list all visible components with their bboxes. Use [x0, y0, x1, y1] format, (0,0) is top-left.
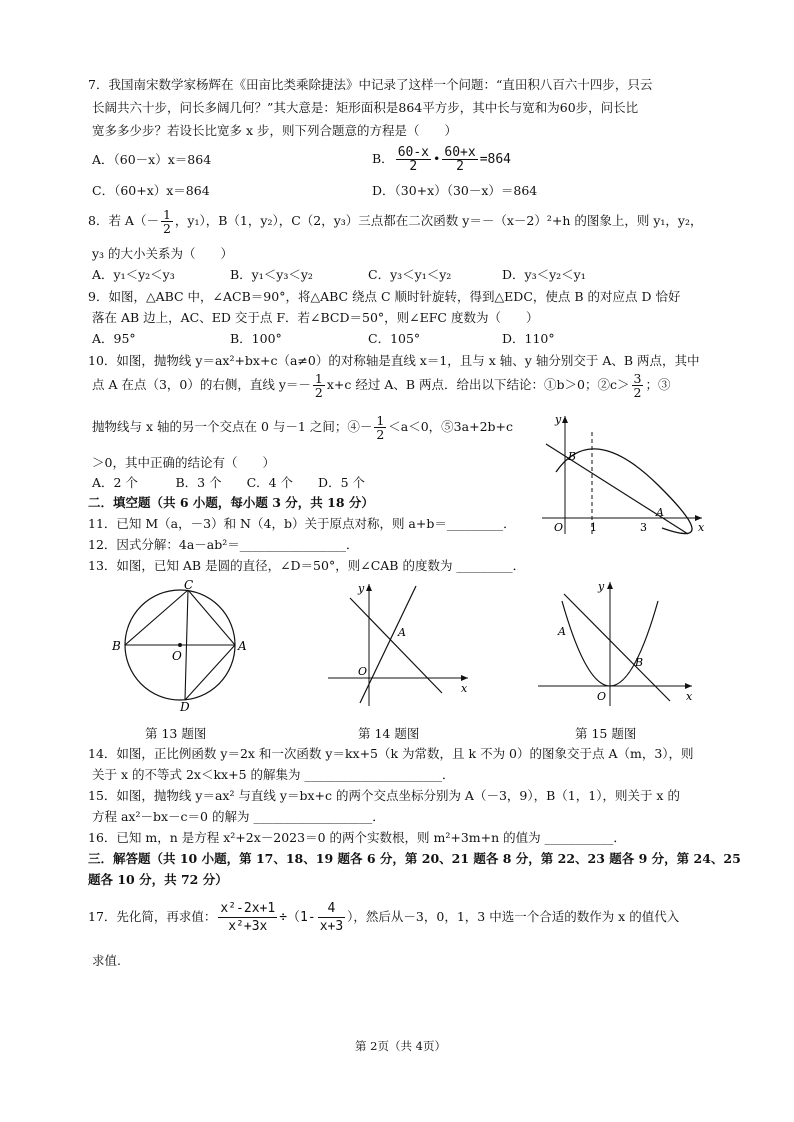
- q10-fig-a: A: [656, 506, 664, 519]
- q15-line1: 15．如图，抛物线 y＝ax² 与直线 y＝bx+c 的两个交点坐标分别为 A（－3，9），B（1，1），则关于 x 的: [88, 788, 680, 803]
- q7-line2: 长阔共六十步，问长多阔几何？”其大意是：矩形面积是864平方步，其中长与宽和为60步，问长比: [92, 100, 639, 115]
- q7-option-d: D．（30+x）（30－x）＝864: [372, 183, 538, 198]
- q15-line2: 方程 ax²－bx－c＝0 的解为 ___________________．: [92, 809, 385, 824]
- caption-15: 第 15 题图: [575, 726, 637, 741]
- q15-fig-y: y: [598, 580, 605, 593]
- q15-fig-x: x: [686, 690, 693, 703]
- q8-option-c: C．y₃＜y₁＜y₂: [368, 267, 452, 282]
- q13-fig-c: C: [184, 580, 194, 592]
- q8-option-a: A．y₁＜y₂＜y₃: [92, 267, 175, 282]
- q7-option-c: C．（60+x）x＝864: [92, 183, 210, 198]
- q10-fig-b: B: [568, 450, 577, 463]
- q11: 11．已知 M（a，－3）和 N（4，b）关于原点对称，则 a+b＝_________．: [88, 516, 516, 531]
- q14-fig-o: O: [358, 665, 368, 678]
- q17-fraction-2: $\frac{4}{x+3}$: [319, 901, 344, 934]
- q7-line3: 宽多多少步？若设长比宽多 x 步，则下列合题意的方程是（ ）: [92, 123, 457, 138]
- q8-line1: 8．若 A（－ $\frac{1}{2}$ ，y₁），B（1，y₂），C（2，y₃）三点都在二次函数 y＝－（x－2）²+h 的图象上，则 y₁，y₂，: [88, 207, 703, 236]
- q12: 12．因式分解：4a－ab²＝_________________．: [88, 537, 359, 552]
- caption-13: 第 13 题图: [145, 726, 207, 741]
- q9-line2: 落在 AB 边上，AC、ED 交于点 F．若∠BCD＝50°，则∠EFC 度数为（ ）: [92, 310, 539, 325]
- page-footer: 第 2页（共 4页）: [355, 1039, 446, 1053]
- q13: 13．如图，已知 AB 是圆的直径，∠D＝50°，则∠CAB 的度数为 _________．: [88, 558, 526, 573]
- q10-fig-1: 1: [590, 521, 597, 534]
- q10-line3: 抛物线与 x 轴的另一个交点在 0 与－1 之间；④－ $\frac{1}{2}$ ＜a＜0，⑤3a+2b+c: [92, 413, 513, 442]
- q15-fig-o: O: [597, 690, 607, 703]
- q9-option-a: A．95°: [92, 331, 136, 346]
- q8-line2: y₃ 的大小关系为（ ）: [92, 246, 234, 261]
- q9-line1: 9．如图，△ABC 中，∠ACB＝90°，将△ABC 绕点 C 顺时针旋转，得到△EDC，使点 B 的对应点 D 恰好: [88, 289, 681, 304]
- q7-line1: 7．我国南宋数学家杨辉在《田亩比类乘除捷法》中记录了这样一个问题：“直田积八百六十四步，只云: [88, 77, 653, 92]
- q14-line1: 14．如图，正比例函数 y＝2x 和一次函数 y＝kx+5（k 为常数，且 k 不为 0）的图象交于点 A（m，3），则: [88, 746, 694, 761]
- q8-option-b: B．y₁＜y₃＜y₂: [230, 267, 313, 282]
- q17-fraction-1: $\frac{\text{x²-2x+1}}{\text{x²+3x}}$: [220, 901, 276, 934]
- q8-option-d: D．y₃＜y₂＜y₁: [502, 267, 586, 282]
- q15-parabola-figure: [530, 576, 700, 708]
- q9-option-d: D．110°: [502, 331, 555, 346]
- q10-line4: ＞0，其中正确的结论有（ ）: [92, 455, 275, 470]
- q10-options: A．2 个 B．3 个 C．4 个 D．5 个: [92, 475, 366, 490]
- q13-fig-a: A: [238, 639, 247, 653]
- q10-fig-y: y: [555, 413, 562, 426]
- q10-fig-x: x: [698, 521, 705, 534]
- q15-fig-a: A: [558, 625, 566, 638]
- q13-fig-o: O: [172, 649, 182, 663]
- q9-option-c: C．105°: [368, 331, 421, 346]
- caption-14: 第 14 题图: [358, 726, 420, 741]
- q7-option-b: B． $\frac{60-x}{2}$ • $\frac{60+x}{2}$ =864: [372, 145, 511, 174]
- q15-fig-b: B: [635, 656, 644, 669]
- q7-option-a: A．（60－x）x＝864: [92, 152, 212, 167]
- section-3-heading-line1: 三．解答题（共 10 小题，第 17、18、19 题各 6 分，第 20、21 题各 8 分，第 22、23 题各 9 分，第 24、25: [88, 851, 741, 866]
- q14-fig-y: y: [358, 582, 365, 595]
- section-3-heading-line2: 题各 10 分，共 72 分）: [88, 872, 228, 887]
- q13-fig-b: B: [112, 639, 121, 653]
- q10-line2: 点 A 在点（3，0）的右侧，直线 y＝－ $\frac{1}{2}$ x+c 经过 A、B 两点．给出以下结论：①b＞0；②c＞ $\frac{3}{2}$ ；③: [92, 371, 671, 400]
- q7-b-fraction-1: $\frac{60-x}{2}$: [397, 145, 429, 174]
- q14-fig-x: x: [461, 682, 468, 695]
- q9-option-b: B．100°: [230, 331, 282, 346]
- q8-fraction: $\frac{1}{2}$: [162, 207, 171, 236]
- q14-fig-a: A: [398, 626, 406, 639]
- q7-b-fraction-2: $\frac{60+x}{2}$: [444, 145, 476, 174]
- q16: 16．已知 m，n 是方程 x²+2x－2023＝0 的两个实数根，则 m²+3m+n 的值为 ___________．: [88, 830, 626, 845]
- section-2-heading: 二．填空题（共 6 小题，每小题 3 分，共 18 分）: [88, 495, 374, 510]
- q10-line1: 10．如图，抛物线 y＝ax²+bx+c（a≠0）的对称轴是直线 x＝1，且与 x 轴、y 轴分别交于 A、B 两点，其中: [88, 353, 700, 368]
- q13-circle-figure: [110, 580, 260, 712]
- q14-line2: 关于 x 的不等式 2x＜kx+5 的解集为 ______________________．: [92, 767, 455, 782]
- q13-fig-d: D: [180, 700, 190, 712]
- q10-parabola-figure: [538, 410, 708, 536]
- q10-fig-3: 3: [640, 521, 647, 534]
- q14-lines-figure: [320, 578, 470, 710]
- q17-line1: 17．先化简，再求值： $\frac{\text{x²-2x+1}}{\text{x²+3x}}$ ÷（1- $\frac{4}{x+3}$ ），然后从－3，0，1，3 中选一个合适的数作为 x 的值代入: [88, 901, 680, 934]
- q17-line2: 求值.: [92, 953, 121, 968]
- q10-fig-o: O: [554, 521, 564, 534]
